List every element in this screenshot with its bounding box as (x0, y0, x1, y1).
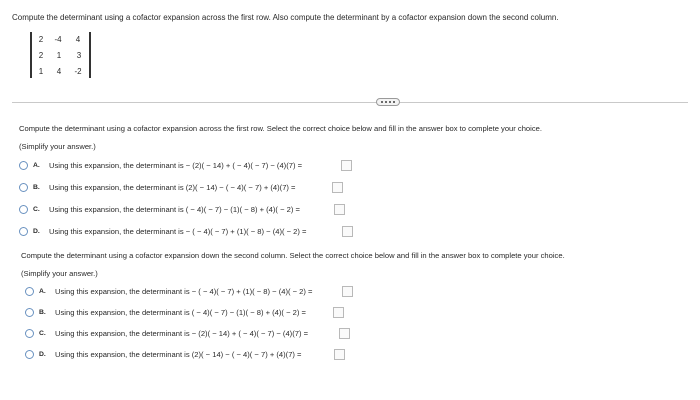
radio-button[interactable] (19, 161, 28, 170)
part1-prompt: Compute the determinant using a cofactor expansion across the first row. Select the correct choice below and fill in the answer box to complete your choice. (19, 124, 542, 133)
answer-box[interactable] (339, 328, 350, 339)
matrix-cell: 3 (76, 51, 82, 60)
option-letter: D. (39, 351, 46, 358)
part1-option-b[interactable] (19, 182, 359, 194)
option-letter: D. (33, 228, 40, 235)
answer-box[interactable] (334, 204, 345, 215)
matrix-cell: -2 (74, 67, 82, 76)
part2-option-a[interactable] (25, 286, 365, 298)
radio-button[interactable] (25, 329, 34, 338)
matrix-right-bar (89, 32, 91, 78)
expand-toggle-button[interactable] (376, 98, 400, 106)
option-text: Using this expansion, the determinant is (2)( − 14) − ( − 4)( − 7) + (4)(7) = (55, 350, 302, 359)
part1-hint: (Simplify your answer.) (19, 142, 96, 151)
question-text: Compute the determinant using a cofactor expansion across the first row. Also compute the determinant by a cofactor expansion down the second column. (12, 13, 559, 22)
matrix (30, 32, 94, 80)
radio-button[interactable] (19, 205, 28, 214)
answer-box[interactable] (341, 160, 352, 171)
matrix-cell: 4 (56, 67, 62, 76)
part1-option-d[interactable] (19, 226, 359, 238)
option-text: Using this expansion, the determinant is ( − 4)( − 7) − (1)( − 8) + (4)( − 2) = (49, 205, 300, 214)
matrix-cell: 1 (56, 51, 62, 60)
option-text: Using this expansion, the determinant is − ( − 4)( − 7) + (1)( − 8) − (4)( − 2) = (55, 287, 313, 296)
answer-box[interactable] (342, 286, 353, 297)
option-letter: B. (33, 184, 40, 191)
radio-button[interactable] (25, 308, 34, 317)
radio-button[interactable] (19, 227, 28, 236)
part2-option-b[interactable] (25, 307, 365, 319)
more-dots-icon (381, 101, 395, 103)
option-letter: A. (33, 162, 40, 169)
part2-prompt: Compute the determinant using a cofactor expansion down the second column. Select the correct choice below and fill in the answer box to complete your choice. (21, 251, 565, 260)
matrix-cell: -4 (54, 35, 62, 44)
answer-box[interactable] (333, 307, 344, 318)
option-letter: C. (39, 330, 46, 337)
matrix-cell: 4 (75, 35, 81, 44)
option-text: Using this expansion, the determinant is ( − 4)( − 7) − (1)( − 8) + (4)( − 2) = (55, 308, 306, 317)
option-letter: A. (39, 288, 46, 295)
matrix-cell: 2 (38, 51, 44, 60)
answer-box[interactable] (342, 226, 353, 237)
section-divider (12, 102, 688, 103)
matrix-left-bar (30, 32, 32, 78)
option-letter: B. (39, 309, 46, 316)
answer-box[interactable] (334, 349, 345, 360)
option-letter: C. (33, 206, 40, 213)
part2-option-c[interactable] (25, 328, 365, 340)
option-text: Using this expansion, the determinant is − (2)( − 14) + ( − 4)( − 7) − (4)(7) = (49, 161, 303, 170)
part2-hint: (Simplify your answer.) (21, 269, 98, 278)
radio-button[interactable] (25, 287, 34, 296)
part1-option-c[interactable] (19, 204, 359, 216)
matrix-cell: 2 (38, 35, 44, 44)
radio-button[interactable] (19, 183, 28, 192)
option-text: Using this expansion, the determinant is − (2)( − 14) + ( − 4)( − 7) − (4)(7) = (55, 329, 309, 338)
radio-button[interactable] (25, 350, 34, 359)
part2-option-d[interactable] (25, 349, 365, 361)
answer-box[interactable] (332, 182, 343, 193)
part1-option-a[interactable] (19, 160, 359, 172)
matrix-cell: 1 (38, 67, 44, 76)
option-text: Using this expansion, the determinant is − ( − 4)( − 7) + (1)( − 8) − (4)( − 2) = (49, 227, 307, 236)
option-text: Using this expansion, the determinant is (2)( − 14) − ( − 4)( − 7) + (4)(7) = (49, 183, 296, 192)
